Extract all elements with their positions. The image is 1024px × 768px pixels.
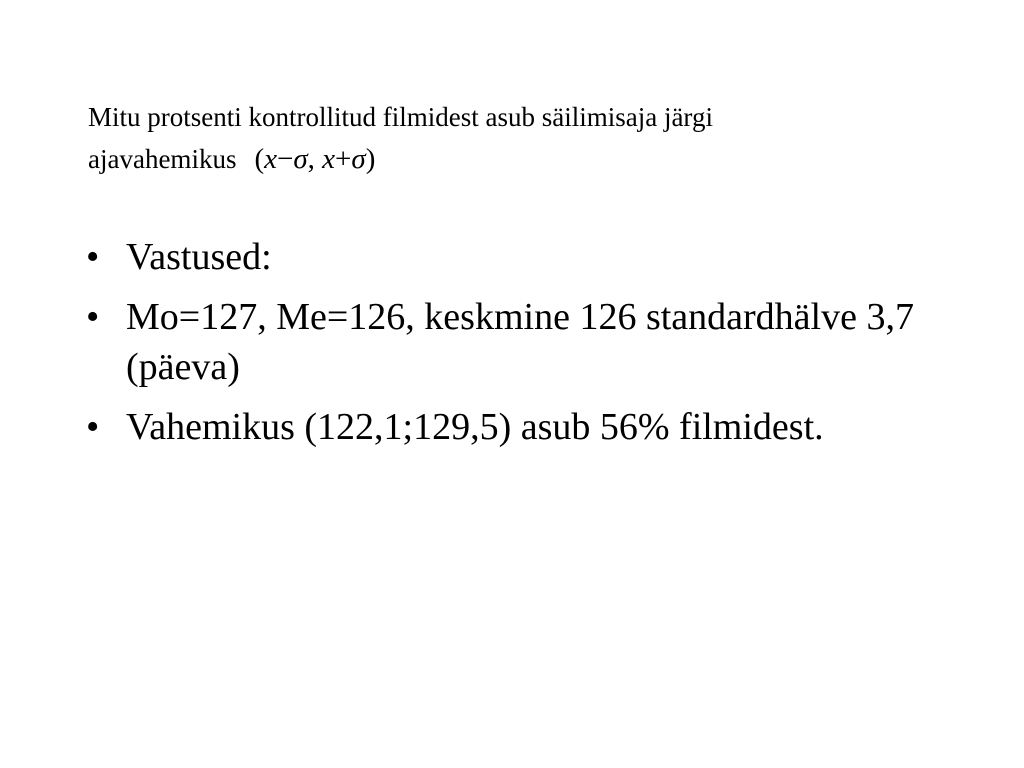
- bullet-text-answers: Vastused:: [126, 236, 272, 278]
- formula-close-paren: ): [365, 143, 376, 175]
- bullet-item: [86, 292, 946, 392]
- formula-sigma-1: σ: [293, 143, 308, 175]
- interval-formula: [254, 138, 375, 180]
- bullet-text-statistics: Mo=127, Me=126, keskmine 126 standardhälve 3,7 (päeva): [126, 296, 914, 388]
- formula-sigma-2: σ: [351, 143, 366, 175]
- title-line-1: Mitu protsenti kontrollitud filmidest asub säilimisaja järgi: [88, 102, 713, 132]
- title-line-2-text: ajavahemikus: [88, 144, 237, 174]
- bullet-item: [86, 402, 946, 452]
- formula-x-mean-1: x: [264, 143, 277, 175]
- formula-comma: ,: [307, 143, 315, 175]
- formula-x-mean-2: x: [322, 143, 336, 175]
- bullet-text-interval: Vahemikus (122,1;129,5) asub 56% filmidest.: [126, 406, 824, 448]
- bullet-icon: •: [86, 406, 100, 448]
- title-line-2: [88, 138, 988, 180]
- bullet-item: [86, 232, 946, 282]
- slide-title: [88, 96, 988, 180]
- bullet-icon: •: [86, 296, 100, 338]
- formula-minus: −: [277, 143, 294, 175]
- bullet-list: [86, 232, 946, 462]
- formula-plus: +: [335, 143, 352, 175]
- formula-open-paren: (: [254, 143, 265, 175]
- bullet-icon: •: [86, 236, 100, 278]
